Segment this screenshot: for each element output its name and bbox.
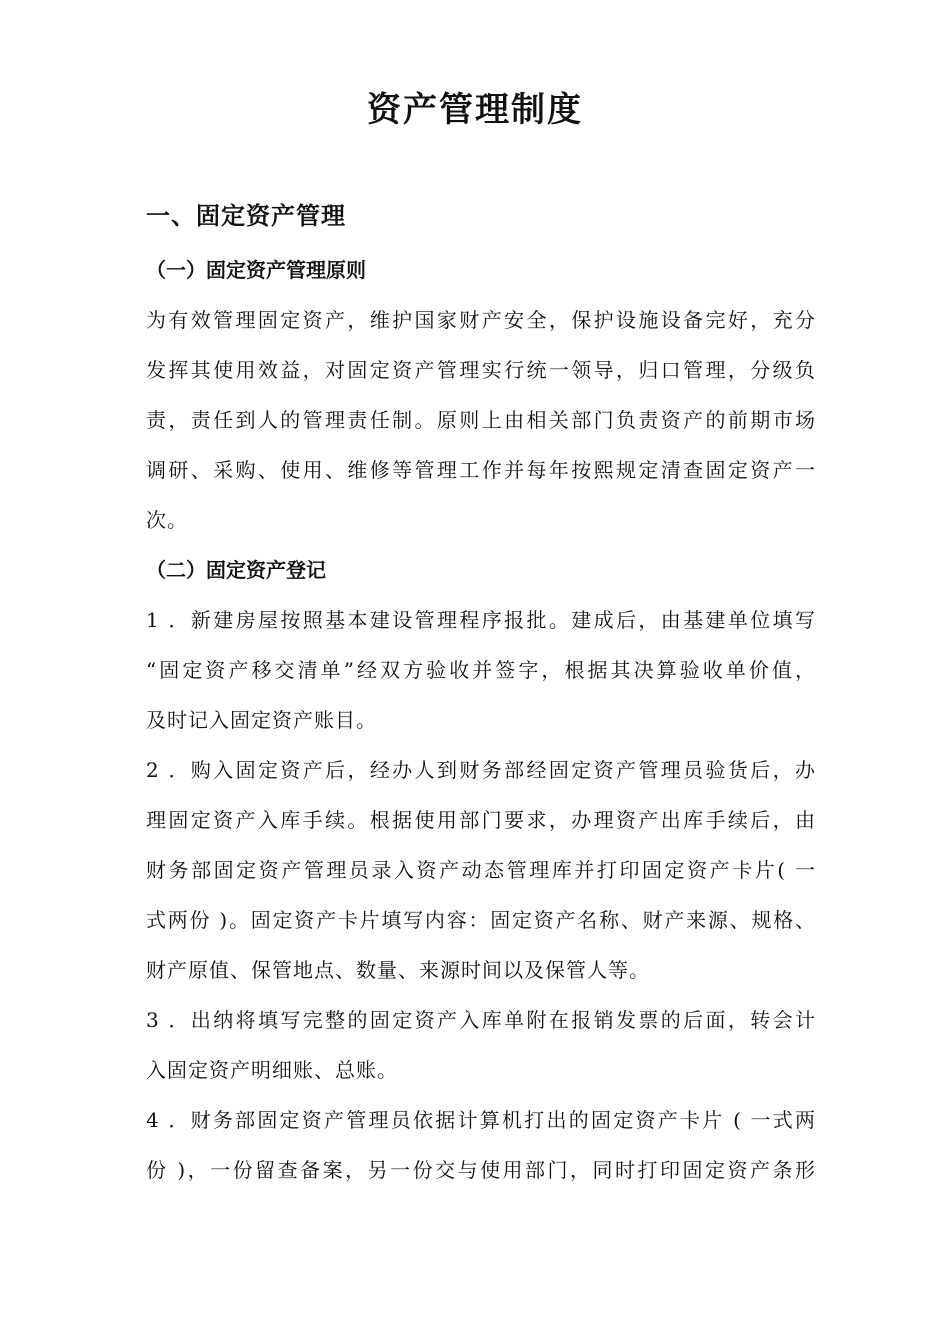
- section-heading-fixed-assets: 一、固定资产管理: [146, 201, 346, 230]
- paragraph-line: 调研、采购、使用、维修等管理工作并每年按熙规定清查固定资产一: [146, 458, 816, 482]
- list-item-line: 2 ．购入固定资产后，经办人到财务部经固定资产管理员验货后，办: [146, 758, 816, 782]
- paragraph-line: 发挥其使用效益，对固定资产管理实行统一领导，归口管理，分级负: [146, 358, 816, 382]
- paragraph-line: 责，责任到人的管理责任制。原则上由相关部门负责资产的前期市场: [146, 408, 816, 432]
- list-item-line: 入固定资产明细账、总账。: [146, 1058, 398, 1082]
- paragraph-line: 次。: [146, 508, 188, 532]
- list-item-line: 份 )，一份留查备案，另一份交与使用部门，同时打印固定资产条形: [146, 1158, 816, 1182]
- list-item-line: 式两份 )。固定资产卡片填写内容：固定资产名称、财产来源、规格、: [146, 908, 816, 932]
- list-item-line: 4 ．财务部固定资产管理员依据计算机打出的固定资产卡片 ( 一式两: [146, 1108, 816, 1132]
- subsection-heading-principles: （一）固定资产管理原则: [146, 258, 366, 282]
- document-title: 资产管理制度: [367, 90, 583, 130]
- list-item-line: 财务部固定资产管理员录入资产动态管理库并打印固定资产卡片( 一: [146, 858, 816, 882]
- subsection-heading-registration: （二）固定资产登记: [146, 558, 326, 582]
- list-item-line: 理固定资产入库手续。根据使用部门要求，办理资产出库手续后，由: [146, 808, 816, 832]
- paragraph-line: 为有效管理固定资产，维护国家财产安全，保护设施设备完好，充分: [146, 308, 816, 332]
- list-item-line: 财产原值、保管地点、数量、来源时间以及保管人等。: [146, 958, 650, 982]
- list-item-line: 1 ．新建房屋按照基本建设管理程序报批。建成后，由基建单位填写: [146, 608, 816, 632]
- list-item-line: 3 ．出纳将填写完整的固定资产入库单附在报销发票的后面，转会计: [146, 1008, 816, 1032]
- list-item-line: 及时记入固定资产账目。: [146, 708, 377, 732]
- list-item-line: “固定资产移交清单”经双方验收并签字，根据其决算验收单价值，: [146, 658, 816, 682]
